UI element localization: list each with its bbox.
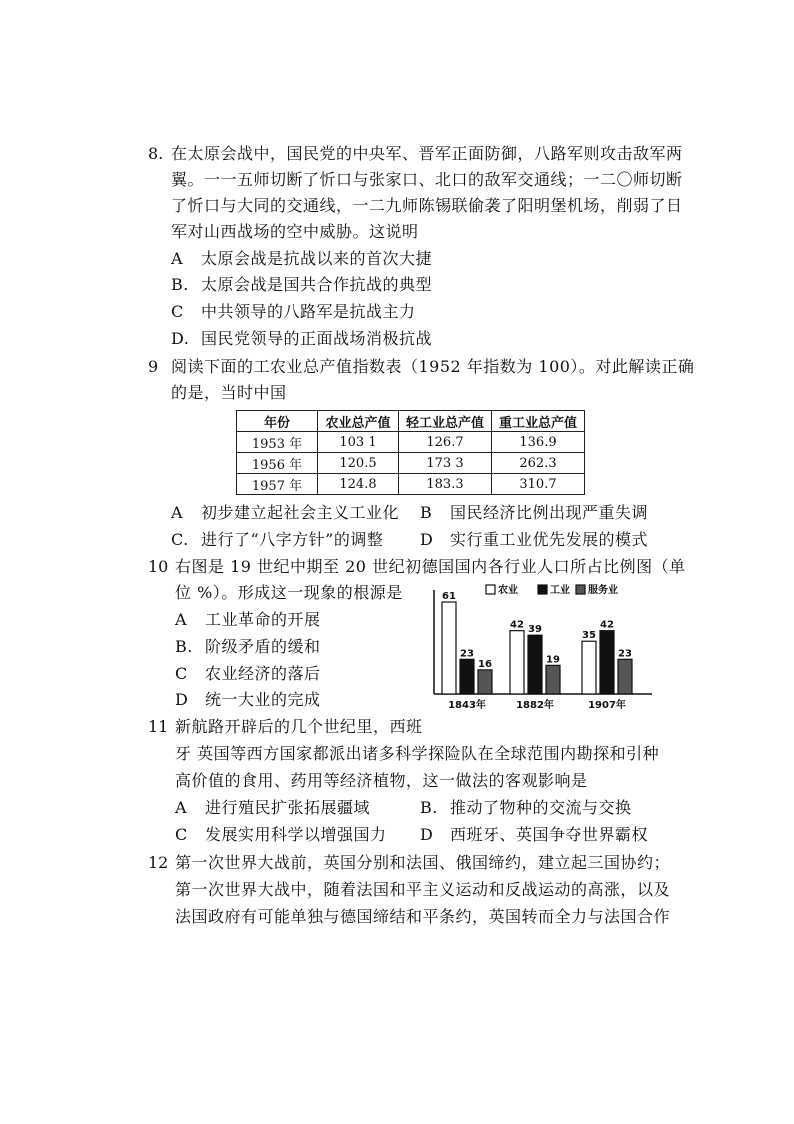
option-letter: B. — [175, 637, 193, 656]
q10-option-c[interactable] — [175, 664, 321, 684]
index-table — [236, 410, 585, 495]
option-letter: D — [175, 690, 189, 709]
q8-option-d[interactable] — [171, 329, 432, 349]
bar-服务业-1843年 — [478, 670, 492, 694]
option-text: 国民党领导的正面战场消极抗战 — [201, 329, 433, 348]
q10-option-b[interactable] — [175, 637, 321, 657]
bar-工业-1907年 — [600, 631, 614, 694]
table-row — [237, 453, 585, 474]
option-letter: B. — [171, 275, 189, 294]
table-header: 年份 — [237, 411, 318, 432]
option-text: 太原会战是抗战以来的首次大捷 — [201, 249, 433, 268]
q9-option-b[interactable] — [420, 503, 648, 523]
q9-option-d[interactable] — [420, 530, 648, 550]
table-cell: 136.9 — [492, 432, 585, 453]
bar-农业-1882年 — [510, 631, 524, 694]
option-text: 统一大业的完成 — [205, 690, 321, 709]
option-letter: B — [420, 503, 433, 522]
table-cell: 124.8 — [318, 474, 399, 495]
x-tick-label: 1907年 — [588, 700, 626, 711]
data-label: 23 — [618, 648, 632, 660]
option-letter: C — [175, 825, 188, 844]
data-label: 16 — [478, 658, 492, 670]
option-letter: C — [171, 302, 184, 321]
q11-line-1: 新航路开辟后的几个世纪里，西班 — [175, 717, 423, 736]
q8-line-3: 了忻口与大同的交通线，一二九师陈锡联偷袭了阳明堡机场，削弱了日 — [171, 196, 683, 215]
q11-option-c[interactable] — [175, 825, 387, 845]
q8-line-1: 在太原会战中，国民党的中央军、晋军正面防御，八路军则攻击敌军两 — [171, 144, 683, 163]
bar-服务业-1882年 — [546, 665, 560, 694]
q9-number: 9 — [148, 357, 159, 376]
legend-label: 服务业 — [588, 585, 618, 596]
option-letter: A — [171, 249, 184, 268]
option-text: 国民经济比例出现严重失调 — [450, 503, 649, 522]
option-text: 中共领导的八路军是抗战主力 — [201, 302, 416, 321]
q9-option-c[interactable] — [171, 530, 383, 550]
q11-option-d[interactable] — [420, 825, 648, 845]
legend-label: 农业 — [498, 585, 518, 596]
table-cell: 126.7 — [399, 432, 492, 453]
q10-line-2: 位 %）。形成这一现象的根源是 — [175, 583, 403, 602]
table-cell: 1953 年 — [237, 432, 318, 453]
table-header: 农业总产值 — [318, 411, 399, 432]
q11-option-a[interactable] — [175, 798, 370, 818]
q11-line-3: 高价值的食用、药用等经济植物，这一做法的客观影响是 — [175, 771, 588, 790]
data-label: 19 — [546, 654, 560, 666]
option-text: 进行殖民扩张拓展疆域 — [205, 798, 371, 817]
table-cell: 173 3 — [399, 453, 492, 474]
option-text: 太原会战是国共合作抗战的典型 — [201, 275, 433, 294]
option-text: 推动了物种的交流与交换 — [450, 798, 632, 817]
option-letter: B. — [420, 798, 438, 817]
bar-工业-1843年 — [460, 659, 474, 694]
bar-服务业-1907年 — [618, 659, 632, 694]
q11-line-2: 牙 英国等西方国家都派出诸多科学探险队在全球范围内勘探和引种 — [175, 744, 660, 763]
data-label: 42 — [600, 619, 614, 631]
q8-option-c[interactable] — [171, 302, 416, 322]
option-letter: D — [420, 530, 434, 549]
table-cell: 1957 年 — [237, 474, 318, 495]
legend-swatch — [486, 585, 495, 594]
table-cell: 183.3 — [399, 474, 492, 495]
q10-number: 10 — [148, 557, 169, 576]
data-label: 61 — [442, 591, 456, 603]
option-letter: C — [175, 664, 188, 683]
q9-line-2: 的是，当时中国 — [171, 383, 287, 402]
q10-option-a[interactable] — [175, 610, 321, 630]
option-text: 阶级矛盾的缓和 — [205, 637, 321, 656]
option-text: 初步建立起社会主义工业化 — [201, 503, 400, 522]
bar-工业-1882年 — [528, 635, 542, 694]
table-cell: 1956 年 — [237, 453, 318, 474]
q10-option-d[interactable] — [175, 690, 321, 710]
table-cell: 120.5 — [318, 453, 399, 474]
q10-line-1: 右图是 19 世纪中期至 20 世纪初德国国内各行业人口所占比例图（单 — [175, 557, 686, 576]
q8-option-b[interactable] — [171, 275, 432, 295]
q12-line-2: 第一次世界大战中，随着法国和平主义运动和反战运动的高涨，以及 — [175, 880, 671, 899]
bar-农业-1907年 — [582, 641, 596, 694]
q12-number: 12 — [148, 853, 169, 872]
option-text: 工业革命的开展 — [205, 610, 321, 629]
data-label: 42 — [510, 619, 524, 631]
option-text: 西班牙、英国争夺世界霸权 — [450, 825, 649, 844]
option-letter: A — [175, 610, 188, 629]
table-header: 轻工业总产值 — [399, 411, 492, 432]
option-letter: C. — [171, 530, 189, 549]
table-cell: 310.7 — [492, 474, 585, 495]
table-row — [237, 474, 585, 495]
legend-swatch — [576, 585, 585, 594]
table-header: 重工业总产值 — [492, 411, 585, 432]
data-label: 23 — [460, 648, 474, 660]
legend-swatch — [538, 585, 547, 594]
industry-population-chart — [420, 582, 660, 712]
q11-option-b[interactable] — [420, 798, 632, 818]
q9-line-1: 阅读下面的工农业总产值指数表（1952 年指数为 100）。对此解读正确 — [171, 357, 695, 376]
x-tick-label: 1843年 — [448, 700, 486, 711]
option-text: 实行重工业优先发展的模式 — [450, 530, 649, 549]
q8-line-2: 翼。一一五师切断了忻口与张家口、北口的敌军交通线；一二〇师切断 — [171, 170, 683, 189]
data-label: 39 — [528, 624, 542, 636]
legend-label: 工业 — [550, 585, 570, 596]
table-cell: 103 1 — [318, 432, 399, 453]
option-text: 农业经济的落后 — [205, 664, 321, 683]
q11-number: 11 — [148, 717, 169, 736]
table-cell: 262.3 — [492, 453, 585, 474]
option-letter: A — [175, 798, 188, 817]
option-letter: D — [420, 825, 434, 844]
q8-number: 8. — [148, 144, 164, 163]
option-letter: A — [171, 503, 184, 522]
table-row — [237, 432, 585, 453]
q8-line-4: 军对山西战场的空中威胁。这说明 — [171, 222, 419, 241]
bar-农业-1843年 — [442, 602, 456, 694]
q12-line-1: 第一次世界大战前，英国分别和法国、俄国缔约，建立起三国协约； — [175, 853, 671, 872]
data-label: 35 — [582, 630, 596, 642]
option-letter: D. — [171, 329, 190, 348]
x-tick-label: 1882年 — [516, 700, 554, 711]
q12-line-3: 法国政府有可能单独与德国缔结和平条约，英国转而全力与法国合作 — [175, 907, 671, 926]
option-text: 发展实用科学以增强国力 — [205, 825, 387, 844]
table-header-row — [237, 411, 585, 432]
q8-option-a[interactable] — [171, 249, 432, 269]
option-text: 进行了“八字方针”的调整 — [201, 530, 384, 549]
q9-option-a[interactable] — [171, 503, 399, 523]
